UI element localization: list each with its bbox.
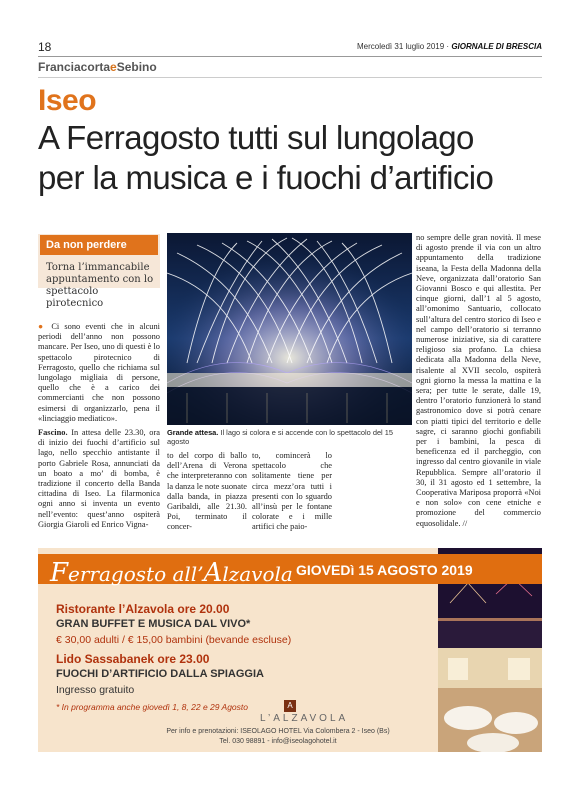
section-rule bbox=[38, 77, 542, 78]
section-name bbox=[38, 60, 157, 74]
article-column-4 bbox=[416, 233, 541, 529]
ad-banner bbox=[38, 554, 542, 588]
headline-line-2: per la musica e i fuochi d’artificio bbox=[38, 159, 494, 196]
headline-line-1: A Ferragosto tutti sul lungolago bbox=[38, 119, 474, 156]
page-header bbox=[38, 40, 542, 54]
ad-buffet-line: GRAN BUFFET E MUSICA DAL VIVO* bbox=[56, 618, 251, 630]
date-line bbox=[357, 42, 542, 51]
ad-price-line: € 30,00 adulti / € 15,00 bambini (bevande escluse) bbox=[56, 634, 292, 646]
header-rule bbox=[38, 56, 542, 57]
advertisement bbox=[38, 548, 542, 752]
section-name-part2: Sebino bbox=[116, 60, 157, 74]
column-4-text: no sempre delle gran novità. Il mese di agosto prende il via con un altro appuntamento della tradizione iseana, la Festa della Madonna della Neve, organizzata dall’oratorio San Giovanni Bosco e qui allestita. Per cinque giorni, dall’1 al 5 agosto, all’omonimo Santuario, collocato sull’altura del centro storico di Iseo e nel campo dell’oratorio si terranno numerose iniziative, sia di carattere religioso sia profano. La chiesa dedicata alla Madonna della Neve, risalente al XVII secolo, ospiterà ogni giorno la messa la mattina e la sera; per tutte le serate, dalle 19, dentro l’oratorio funzionerà lo stand gastronomico dove si potrà cenare con piatti tipici del territorio e delle sagre, ci saranno giochi gonfiabili per i bambini, la pesca di beneficenza ed il parcheggio, con ingresso dal centro giovanile in viale Repubblica. Sempre all’oratorio il 30, il 31 agosto ed 1 settembre, la Cooperativa Mariposa proporrà «Noi e non solo» con cene etniche e promozione del commercio equosolidale. bbox=[416, 233, 541, 528]
ad-restaurant-photo bbox=[438, 648, 542, 752]
photo-caption bbox=[167, 428, 412, 446]
article-column-2: to del corpo di ballo dell’Arena di Verona che interpreteranno con la danza le note suonate dalla banda, in piazza Garibaldi, alle 21.30. Poi, terminato il concer- bbox=[167, 451, 247, 532]
bullet-icon: ● bbox=[38, 322, 47, 331]
paragraph-fascino-text: In attesa delle 23.30, ora di inizio dei fuochi d’artificio sul lago, nello specchio antistante il porto Gabriele Rosa, annunciati da un boato a mo’ di bomba, è tradizione il concerto della Banda cittadina di Iseo. La filarmonica ogni anno si inventa un evento nell’evento: quest’anno ospiterà Giorgia Giaroli ed Enrico Vigna- bbox=[38, 428, 160, 529]
highlight-box-subtitle: Torna l’immancabile appuntamento con lo spettacolo pirotecnico bbox=[46, 262, 154, 309]
end-mark: // bbox=[462, 518, 468, 528]
ad-lido-line: Lido Sassabanek ore 23.00 bbox=[56, 652, 210, 666]
fireworks-image bbox=[167, 233, 412, 425]
article-column-3: to, comincerà lo spettacolo che solitamente tiene per circa mezz’ora tutti i presenti con lo sguardo all’insù per le fontane colorate e i mille artifici che paio- bbox=[252, 451, 332, 532]
ad-title-part2: lzavola bbox=[222, 562, 293, 586]
ad-fireworks-line: FUOCHI D’ARTIFICIO DALLA SPIAGGIA bbox=[56, 668, 264, 680]
ad-free-entry-line: Ingresso gratuito bbox=[56, 684, 135, 696]
date-separator: · bbox=[446, 42, 450, 51]
ad-logo: L’ALZAVOLA bbox=[260, 713, 349, 724]
issue-date: Mercoledì 31 luglio 2019 bbox=[357, 42, 445, 51]
section-name-part1: Franciacorta bbox=[38, 60, 111, 74]
ad-note: * In programma anche giovedì 1, 8, 22 e 29 Agosto bbox=[56, 702, 249, 712]
paragraph-lead: Fascino. bbox=[38, 428, 68, 438]
ad-title-initial-a: A bbox=[203, 558, 223, 588]
paragraph-intro-text: Ci sono eventi che in alcuni periodi dell’anno non possono mancare. Per Iseo, uno di questi è lo spettacolo pirotecnico di Ferragosto, quello che richiama sul lungolago migliaia di persone, quello che è a carico dei commercianti che non possono esimersi di organizzarlo, pena il «linciaggio mediatico». bbox=[38, 322, 160, 423]
page-number: 18 bbox=[38, 40, 52, 54]
caption-text: Il lago si colora e si accende con lo spettacolo del 15 agosto bbox=[167, 428, 393, 446]
paragraph-intro bbox=[38, 322, 160, 424]
highlight-box-title: Da non perdere bbox=[40, 235, 158, 255]
article-kicker: Iseo bbox=[38, 84, 97, 117]
article-column-1 bbox=[38, 322, 160, 534]
section-name-joiner: e bbox=[110, 60, 117, 74]
ad-title-part1: erragosto all’ bbox=[68, 562, 204, 586]
ad-restaurant-image bbox=[438, 648, 542, 752]
ad-title bbox=[50, 558, 293, 588]
newspaper-name: GIORNALE DI BRESCIA bbox=[451, 42, 542, 51]
ad-restaurant-line: Ristorante l’Alzavola ore 20.00 bbox=[56, 602, 230, 616]
fireworks-photo bbox=[167, 233, 412, 425]
ad-contact-line-1: Per info e prenotazioni: ISEOLAGO HOTEL Via Colombera 2 - Iseo (Bs) bbox=[166, 728, 390, 735]
article-headline bbox=[38, 118, 548, 198]
ad-title-initial-f: F bbox=[50, 558, 69, 588]
paragraph-fascino bbox=[38, 428, 160, 530]
alzavola-logo-icon: A bbox=[284, 700, 296, 712]
caption-lead: Grande attesa. bbox=[167, 428, 219, 437]
ad-date: GIOVEDì 15 AGOSTO 2019 bbox=[296, 562, 473, 578]
ad-contact-line-2: Tel. 030 98891 - info@iseolagohotel.it bbox=[219, 738, 337, 745]
